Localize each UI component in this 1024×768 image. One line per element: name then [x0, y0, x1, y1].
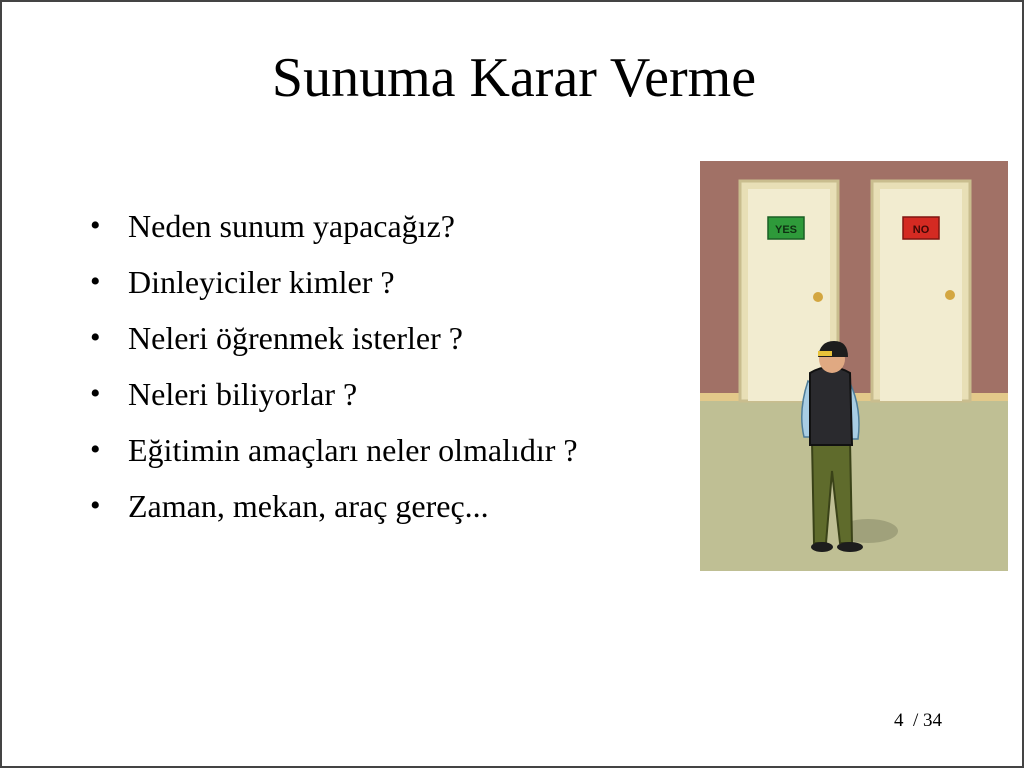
bullet-text: Neleri öğrenmek isterler ? — [128, 320, 463, 356]
bullet-item — [86, 422, 578, 478]
right-door — [872, 181, 970, 401]
bullet-item — [86, 198, 578, 254]
bullet-text: Neden sunum yapacağız? — [128, 208, 455, 244]
door-knob-icon — [813, 292, 823, 302]
bullet-list — [86, 198, 578, 534]
bullet-dot-icon: • — [90, 321, 101, 354]
bullet-dot-icon: • — [90, 265, 101, 298]
slide-title: Sunuma Karar Verme — [271, 47, 757, 109]
door-knob-icon — [945, 290, 955, 300]
bullet-text: Eğitimin amaçları neler olmalıdır ? — [128, 432, 578, 468]
page-total: / 34 — [913, 710, 943, 731]
page-current: 4 — [894, 710, 904, 731]
yes-sign-label: YES — [774, 224, 798, 236]
bullet-dot-icon: • — [90, 377, 101, 410]
bullet-text: Zaman, mekan, araç gereç... — [128, 488, 489, 524]
bullet-text: Dinleyiciler kimler ? — [128, 264, 395, 300]
bullet-dot-icon: • — [90, 489, 101, 522]
page-number — [894, 710, 942, 732]
decision-doors-illustration — [700, 161, 1008, 571]
no-sign-label: NO — [912, 224, 930, 236]
bullet-item — [86, 478, 578, 534]
bullet-dot-icon: • — [90, 209, 101, 242]
bullet-dot-icon: • — [90, 433, 101, 466]
bullet-item — [86, 254, 578, 310]
bullet-item — [86, 366, 578, 422]
bullet-text: Neleri biliyorlar ? — [128, 376, 358, 412]
bullet-item — [86, 310, 578, 366]
